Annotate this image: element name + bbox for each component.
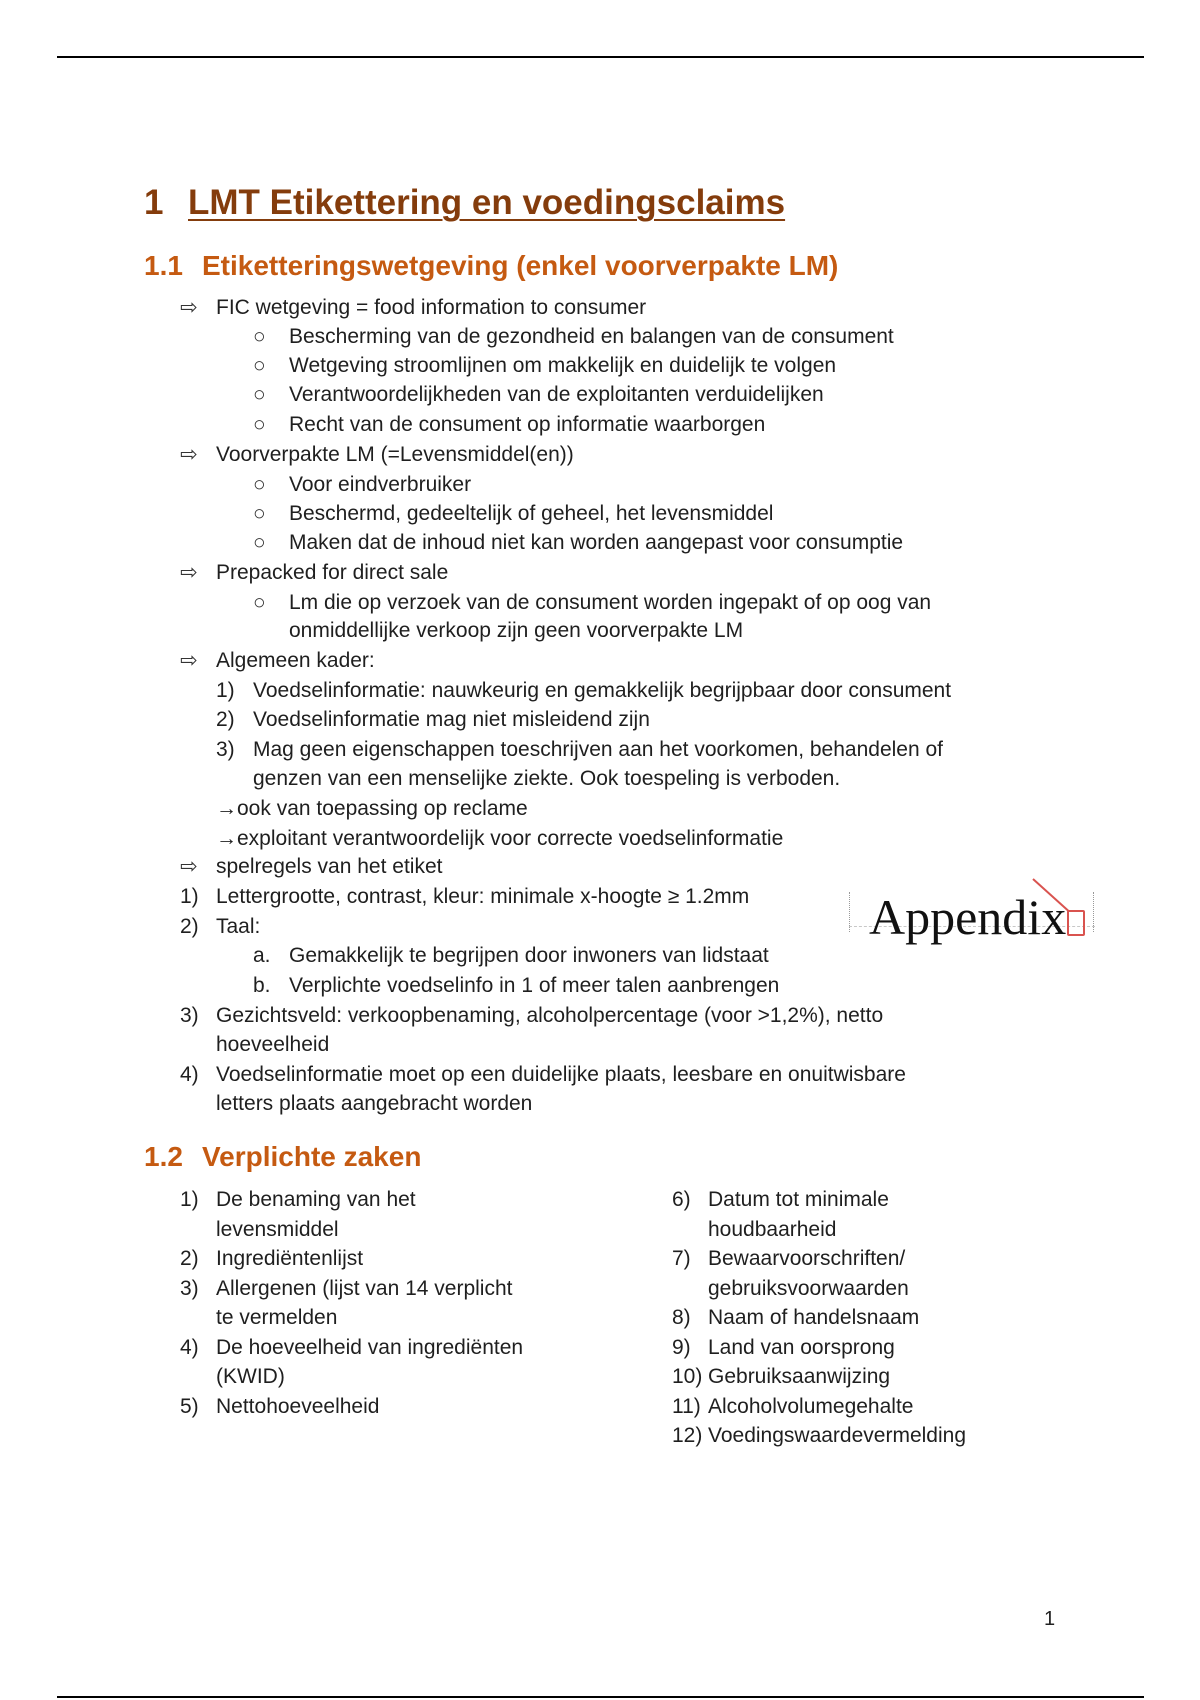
chapter-number: 1 [144,183,164,222]
list-number: 10) [672,1365,703,1388]
list-item-continuation: onmiddellijke verkoop zijn geen voorverpakte LM [289,619,744,642]
circle-bullet-icon: ○ [253,383,266,406]
sublist-letter: a. [253,944,271,967]
list-item: Voedselinformatie mag niet misleidend zijn [253,708,650,731]
list-item-continuation: (KWID) [216,1365,285,1388]
list-item: Alcoholvolumegehalte [708,1395,914,1418]
arrow-note: →exploitant verantwoordelijk voor correcte voedselinformatie [216,827,784,850]
list-item: Land van oorsprong [708,1336,895,1359]
list-number: 4) [180,1336,199,1359]
list-number: 3) [180,1277,199,1300]
page-number: 1 [1044,1608,1056,1630]
circle-bullet-icon: ○ [253,354,266,377]
arrow-bullet-icon: ⇨ [180,561,198,584]
list-number: 2) [216,708,235,731]
list-item: Lm die op verzoek van de consument worden ingepakt of op oog van [289,591,932,614]
list-item-continuation: levensmiddel [216,1218,339,1241]
circle-bullet-icon: ○ [253,413,266,436]
circle-bullet-icon: ○ [253,591,266,614]
list-number: 2) [180,1247,199,1270]
list-number: 7) [672,1247,691,1270]
arrow-note: →ook van toepassing op reclame [216,797,528,820]
list-number: 12) [672,1424,703,1447]
list-number: 1) [180,1188,199,1211]
list-item-continuation: genzen van een menselijke ziekte. Ook toespeling is verboden. [253,767,841,790]
list-item: Gebruiksaanwijzing [708,1365,891,1388]
list-number: 1) [216,679,235,702]
list-number: 4) [180,1063,199,1086]
voorverpakt-line: Voorverpakte LM (=Levensmiddel(en)) [216,443,574,466]
circle-bullet-icon: ○ [253,473,266,496]
list-item: Wetgeving stroomlijnen om makkelijk en duidelijk te volgen [289,354,837,377]
section-title: Etiketteringswetgeving (enkel voorverpakte LM) [202,250,839,281]
list-number: 1) [180,885,199,908]
list-item: Bescherming van de gezondheid en balangen van de consument [289,325,894,348]
section-heading-1-2 [144,1141,421,1173]
sublist-item: Gemakkelijk te begrijpen door inwoners van lidstaat [289,944,769,967]
section-number: 1.2 [144,1141,183,1172]
list-item: Voedselinformatie: nauwkeurig en gemakkelijk begrijpbaar door consument [253,679,952,702]
list-item: Naam of handelsnaam [708,1306,920,1329]
list-item: Nettohoeveelheid [216,1395,380,1418]
fic-line: FIC wetgeving = food information to consumer [216,296,647,319]
list-item-continuation: hoeveelheid [216,1033,330,1056]
list-item: De hoeveelheid van ingrediënten [216,1336,524,1359]
list-item: Taal: [216,915,261,938]
list-item-continuation: te vermelden [216,1306,338,1329]
list-item: Datum tot minimale [708,1188,889,1211]
header-rule [57,56,1144,58]
list-item: Verantwoordelijkheden van de exploitanten verduidelijken [289,383,824,406]
list-item-continuation: letters plaats aangebracht worden [216,1092,533,1115]
appendix-xheight-illustration [843,876,1099,952]
list-item: Ingrediëntenlijst [216,1247,364,1270]
list-item: Voedingswaardevermelding [708,1424,966,1447]
sublist-letter: b. [253,974,271,997]
list-number: 3) [216,738,235,761]
chapter-heading [144,183,785,223]
list-item: Gezichtsveld: verkoopbenaming, alcoholpercentage (voor >1,2%), netto [216,1004,884,1027]
spelregels-line: spelregels van het etiket [216,855,443,878]
arrow-bullet-icon: ⇨ [180,855,198,878]
chapter-title: LMT Etikettering en voedingsclaims [188,183,786,222]
list-item: Voedselinformatie moet op een duidelijke plaats, leesbare en onuitwisbare [216,1063,906,1086]
list-item: De benaming van het [216,1188,416,1211]
list-item-continuation: gebruiksvoorwaarden [708,1277,909,1300]
list-number: 5) [180,1395,199,1418]
list-number: 6) [672,1188,691,1211]
arrow-bullet-icon: ⇨ [180,296,198,319]
list-item-continuation: houdbaarheid [708,1218,837,1241]
list-number: 3) [180,1004,199,1027]
circle-bullet-icon: ○ [253,502,266,525]
list-number: 9) [672,1336,691,1359]
section-heading-1-1 [144,250,838,282]
footer-rule [57,1696,1144,1698]
arrow-bullet-icon: ⇨ [180,443,198,466]
list-item: Beschermd, gedeeltelijk of geheel, het levensmiddel [289,502,774,525]
list-item: Recht van de consument op informatie waarborgen [289,413,766,436]
list-item: Lettergrootte, contrast, kleur: minimale x-hoogte ≥ 1.2mm [216,885,750,908]
sublist-item: Verplichte voedselinfo in 1 of meer talen aanbrengen [289,974,780,997]
algemeen-line: Algemeen kader: [216,649,375,672]
list-item: Mag geen eigenschappen toeschrijven aan het voorkomen, behandelen of [253,738,943,761]
list-number: 2) [180,915,199,938]
xheight-marker-icon [1067,910,1085,936]
list-number: 11) [672,1395,701,1418]
list-item: Maken dat de inhoud niet kan worden aangepast voor consumptie [289,531,904,554]
list-item: Allergenen (lijst van 14 verplicht [216,1277,513,1300]
appendix-word: Appendix [869,889,1067,945]
list-item: Voor eindverbruiker [289,473,472,496]
circle-bullet-icon: ○ [253,325,266,348]
circle-bullet-icon: ○ [253,531,266,554]
arrow-bullet-icon: ⇨ [180,649,198,672]
section-number: 1.1 [144,250,183,281]
list-item: Bewaarvoorschriften/ [708,1247,906,1270]
prepacked-line: Prepacked for direct sale [216,561,449,584]
list-number: 8) [672,1306,691,1329]
section-title: Verplichte zaken [202,1141,422,1172]
